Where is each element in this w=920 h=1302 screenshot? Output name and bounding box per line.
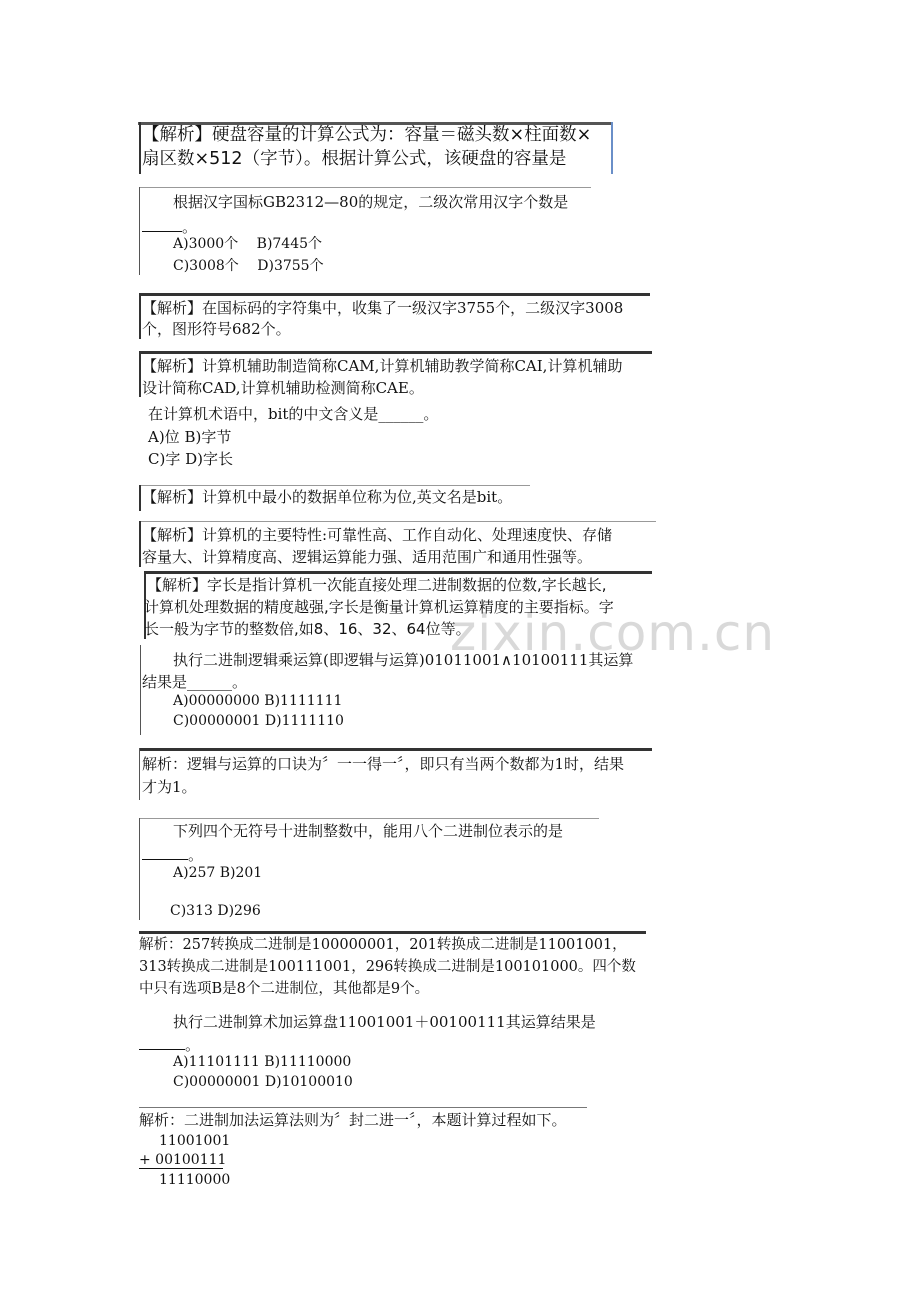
q5-stem: 执行二进制算术加运算盘11001001＋00100111其运算结果是: [173, 1013, 596, 1031]
block1-line1: 【解析】硬盘容量的计算公式为：容量＝磁头数×柱面数×: [142, 125, 592, 145]
a3-left-rule: [139, 485, 141, 511]
q4-stem: 下列四个无符号十进制整数中，能用八个二进制位表示的是: [173, 822, 564, 840]
a2-left-rule: [139, 351, 141, 397]
a6-line1: 解析：逻辑与运算的口诀为〞一一得一〞，即只有当两个数都为1时，结果: [142, 755, 625, 773]
a8-line1: 解析：二进制加法运算法则为〞封二进一〞，本题计算过程如下。: [139, 1111, 567, 1129]
a8-calc-operand2: + 00100111: [139, 1152, 227, 1168]
a7-line2: 313转换成二进制是100111001，296转换成二进制是100101000。四个数: [139, 959, 636, 975]
q1-left-rule: [139, 187, 140, 275]
q4-blank-period: 。: [188, 846, 204, 864]
q5-options-row1: A)11101111 B)11110000: [173, 1054, 352, 1070]
q3-stem: 执行二进制逻辑乘运算(即逻辑与运算)01011001∧10100111其运算: [173, 651, 634, 669]
a5-top-rule: [144, 571, 652, 574]
q3-stem2: 结果是______。: [142, 673, 248, 691]
a5-line3: 长一般为字节的整数倍,如8、16、32、64位等。: [144, 620, 471, 638]
a7-line3: 中只有选项B是8个二进制位，其他都是9个。: [139, 981, 430, 997]
q1-top-rule: [139, 187, 591, 188]
q1-stem: 根据汉字国标GB2312—80的规定，二级次常用汉字个数是: [173, 193, 569, 211]
a8-top-rule: [139, 1107, 587, 1108]
q2-stem: 在计算机术语中，bit的中文含义是______。: [148, 405, 439, 423]
q5-options-row2: C)00000001 D)10100010: [173, 1074, 353, 1090]
a1-line2: 个，图形符号682个。: [142, 320, 291, 338]
watermark: zixin.com.cn: [450, 604, 776, 662]
a1-top-rule: [139, 293, 650, 296]
q3-left-rule: [140, 645, 141, 735]
a4-left-rule: [139, 521, 141, 567]
q4-top-rule: [139, 818, 599, 819]
q4-options-row2: C)313 D)296: [170, 903, 261, 919]
q1-options-row1: A)3000个 B)7445个: [173, 236, 323, 252]
q1-options-row2: C)3008个 D)3755个: [173, 258, 324, 274]
block1-right-rule: [611, 122, 613, 174]
a7-top-rule: [139, 931, 646, 934]
a1-left-rule: [139, 293, 141, 339]
block1-line2: 扇区数×512（字节）。根据计算公式，该硬盘的容量是: [142, 149, 567, 169]
a4-top-rule: [139, 521, 656, 522]
q4-options-row1: A)257 B)201: [173, 865, 263, 881]
a2-line1: 【解析】计算机辅助制造简称CAM,计算机辅助教学简称CAI,计算机辅助: [142, 357, 623, 375]
q5-blank-period: 。: [185, 1036, 201, 1054]
a6-line2: 才为1。: [142, 778, 197, 796]
a4-line1: 【解析】计算机的主要特性:可靠性高、工作自动化、处理速度快、存储: [142, 526, 613, 544]
a8-calc-sum-rule: [139, 1168, 223, 1169]
a4-line2: 容量大、计算精度高、逻辑运算能力强、适用范围广和通用性强等。: [142, 548, 593, 566]
q3-options-row1: A)00000000 B)1111111: [173, 693, 343, 709]
q4-answer-blank: [142, 846, 188, 860]
q4-answer-line: [142, 846, 203, 863]
a2-top-rule: [139, 351, 652, 354]
a7-line1: 解析：257转换成二进制是100000001，201转换成二进制是11001001，: [139, 937, 627, 953]
q3-options-row2: C)00000001 D)1111110: [173, 713, 344, 729]
a8-calc-result: 11110000: [159, 1172, 231, 1188]
block1-left-rule: [139, 122, 141, 174]
q5-answer-line: [139, 1036, 200, 1053]
q1-blank-period: 。: [182, 218, 198, 236]
q2-options-row1: A)位 B)字节: [148, 428, 232, 446]
q5-answer-blank: [139, 1036, 185, 1050]
a5-line1: 【解析】字长是指计算机一次能直接处理二进制数据的位数,字长越长,: [147, 576, 607, 594]
q2-options-row2: C)字 D)字长: [148, 450, 233, 468]
q4-left-rule: [139, 818, 140, 920]
a6-top-rule: [139, 748, 652, 751]
a3-top-rule: [139, 485, 530, 486]
a1-line1: 【解析】在国标码的字符集中，收集了一级汉字3755个，二级汉字3008: [142, 299, 624, 317]
a6-left-rule: [139, 748, 140, 800]
a3-line1: 【解析】计算机中最小的数据单位称为位,英文名是bit。: [142, 488, 513, 506]
a2-line2: 设计简称CAD,计算机辅助检测简称CAE。: [142, 379, 424, 397]
a8-calc-operand1: 11001001: [159, 1133, 231, 1149]
a5-line2: 计算机处理数据的精度越强,字长是衡量计算机运算精度的主要指标。字: [144, 598, 614, 616]
q1-answer-line: [142, 218, 197, 235]
q1-answer-blank: [142, 218, 182, 232]
